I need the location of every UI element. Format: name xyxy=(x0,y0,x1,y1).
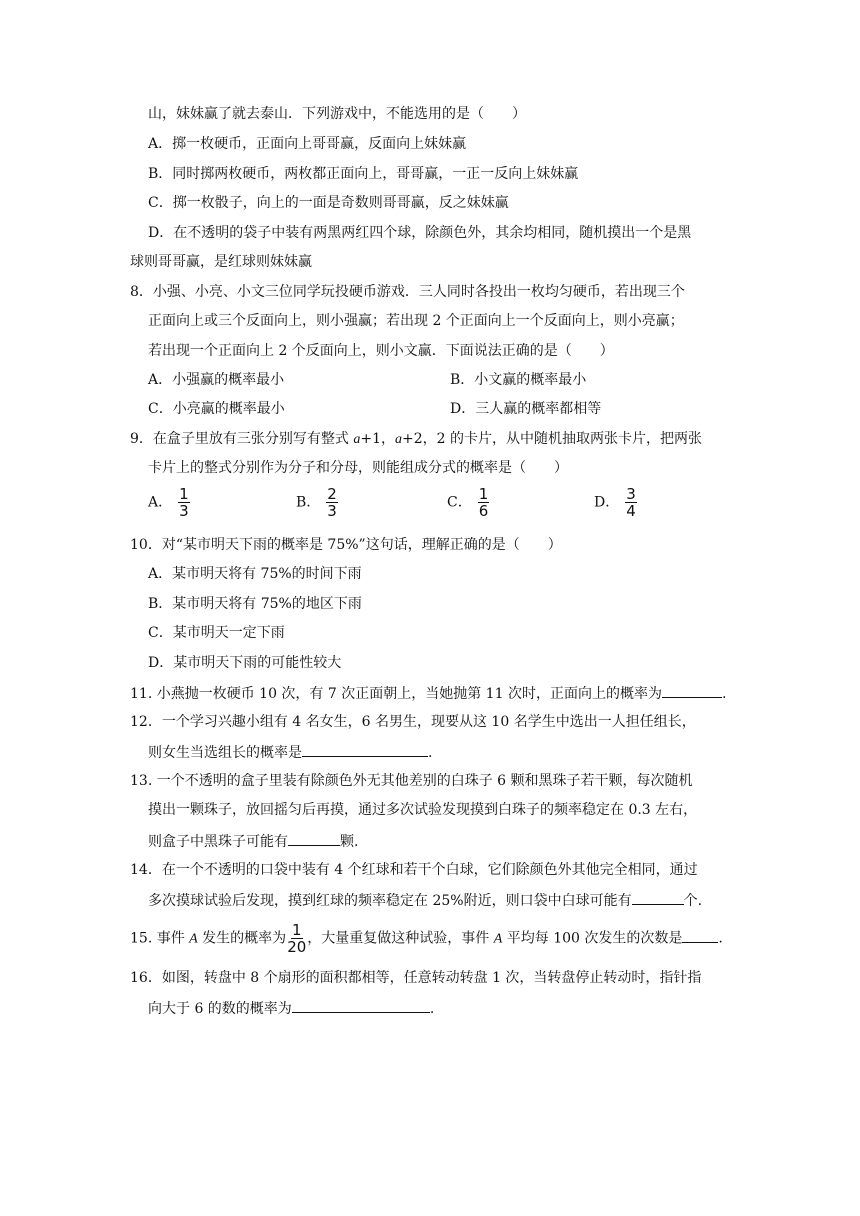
q15-stem: 15. 事件 A 发生的概率为 $\frac{1}{20}$ ，大量重复做这种试验，事件 A 平均每 100 次发生的次数是 . xyxy=(130,921,723,956)
q13-stem-line3: 则盒子中黑珠子可能有 颗. xyxy=(148,830,358,852)
answer-blank[interactable] xyxy=(632,889,684,905)
fraction: $\frac{3}{4}$ xyxy=(626,485,636,520)
answer-blank[interactable] xyxy=(302,741,428,757)
q8-stem-line3: 若出现一个正面向上 2 个反面向上，则小文赢．下面说法正确的是（ ） xyxy=(148,343,614,359)
q9-option-b: B． $\frac{2}{3}$ xyxy=(296,485,337,520)
q9-stem-line2: 卡片上的整式分别作为分子和分母，则能组成分式的概率是（ ） xyxy=(148,460,568,476)
q10-option-d: D．某市明天下雨的可能性较大 xyxy=(148,655,342,671)
variable-a: a xyxy=(395,432,402,447)
fraction: $\frac{1}{6}$ xyxy=(478,485,489,520)
q8-option-b: B．小文赢的概率最小 xyxy=(450,372,587,388)
q7-option-d-line2: 球则哥哥赢，是红球则妹妹赢 xyxy=(130,254,312,270)
q11-stem: 11. 小燕抛一枚硬币 10 次，有 7 次正面朝上，当她抛第 11 次时，正面向上的概率为 . xyxy=(130,682,726,704)
q16-stem-line1: 16．如图，转盘中 8 个扇形的面积都相等，任意转动转盘 1 次，当转盘停止转动时，指针指 xyxy=(130,970,702,986)
q7-option-d-line1: D．在不透明的袋子中装有两黑两红四个球，除颜色外，其余均相同，随机摸出一个是黑 xyxy=(148,225,692,241)
q10-option-b: B．某市明天将有 75%的地区下雨 xyxy=(148,596,362,612)
q13-stem-line2: 摸出一颗珠子，放回摇匀后再摸，通过多次试验发现摸到白珠子的频率稳定在 0.3 左右， xyxy=(148,802,698,818)
q7-option-a: A．掷一枚硬币，正面向上哥哥赢，反面向上妹妹赢 xyxy=(148,136,467,152)
fraction: $\frac{1}{3}$ xyxy=(179,485,189,520)
variable-a: a xyxy=(353,432,361,447)
q14-stem-line2: 多次摸球试验后发现，摸到红球的频率稳定在 25%附近，则口袋中白球可能有 个. xyxy=(148,889,702,911)
answer-blank[interactable] xyxy=(288,830,340,846)
q7-option-c: C．掷一枚骰子，向上的一面是奇数则哥哥赢，反之妹妹赢 xyxy=(148,195,509,211)
variable-A: A xyxy=(493,931,503,947)
q7-option-b: B．同时掷两枚硬币，两枚都正面向上，哥哥赢，一正一反向上妹妹赢 xyxy=(148,166,579,182)
answer-blank[interactable] xyxy=(682,927,718,943)
q14-stem-line1: 14．在一个不透明的口袋中装有 4 个红球和若干个白球，它们除颜色外其他完全相同，通过 xyxy=(130,862,698,878)
fraction: $\frac{1}{20}$ xyxy=(287,921,307,956)
q10-option-c: C．某市明天一定下雨 xyxy=(148,625,285,641)
variable-A: A xyxy=(189,931,198,947)
q9-option-d: D． $\frac{3}{4}$ xyxy=(594,485,636,520)
q12-stem-line2: 则女生当选组长的概率是 . xyxy=(148,741,432,763)
answer-blank[interactable] xyxy=(662,682,722,698)
q10-stem: 10．对“某市明天下雨的概率是 75%”这句话，理解正确的是（ ） xyxy=(130,537,562,553)
q9-option-a: A． $\frac{1}{3}$ xyxy=(148,485,189,520)
q8-stem-line2: 正面向上或三个反面向上，则小强赢；若出现 2 个正面向上一个反面向上，则小亮赢； xyxy=(148,313,684,329)
q16-stem-line2: 向大于 6 的数的概率为 . xyxy=(148,997,434,1019)
q8-option-a: A．小强赢的概率最小 xyxy=(148,372,285,388)
q8-option-c: C．小亮赢的概率最小 xyxy=(148,401,285,417)
q7-stem-continued: 山，妹妹赢了就去泰山．下列游戏中，不能选用的是（ ） xyxy=(148,106,526,122)
q13-stem-line1: 13. 一个不透明的盒子里装有除颜色外无其他差别的白珠子 6 颗和黑珠子若干颗，每次随机 xyxy=(130,773,693,789)
q8-stem-line1: 8．小强、小亮、小文三位同学玩投硬币游戏．三人同时各投出一枚均匀硬币，若出现三个 xyxy=(130,284,685,300)
q12-stem-line1: 12．一个学习兴趣小组有 4 名女生，6 名男生，现要从这 10 名学生中选出一人担任组长， xyxy=(130,714,696,730)
q10-option-a: A．某市明天将有 75%的时间下雨 xyxy=(148,566,362,582)
fraction: $\frac{2}{3}$ xyxy=(327,485,337,520)
q8-option-d: D．三人赢的概率都相等 xyxy=(450,401,602,417)
q9-option-c: C． $\frac{1}{6}$ xyxy=(447,485,489,520)
q9-stem-line1: 9．在盒子里放有三张分别写有整式 a+1，a+2，2 的卡片，从中随机抽取两张卡片，把两张 xyxy=(130,431,702,447)
answer-blank[interactable] xyxy=(292,997,430,1013)
